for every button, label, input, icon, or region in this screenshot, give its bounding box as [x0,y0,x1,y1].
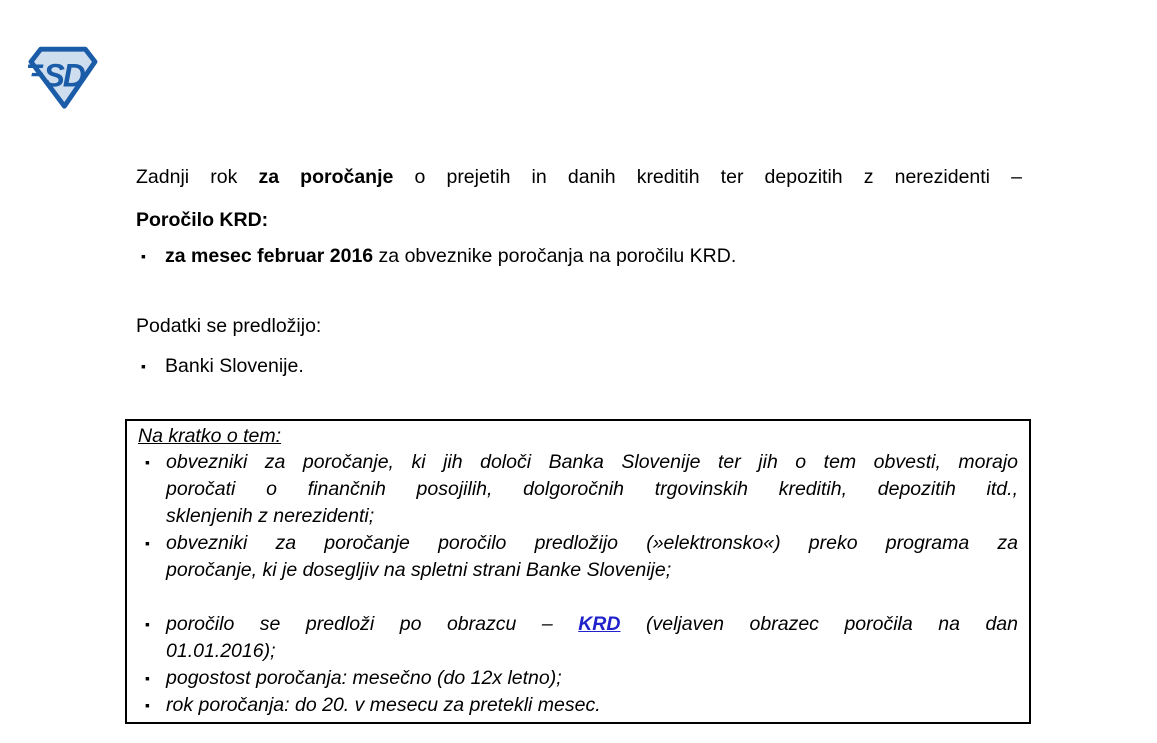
line: rok poročanja: do 20. v mesecu za pretekli mesec. [166,694,601,716]
line: obvezniki za poročanje, ki jih določi Banka Slovenije ter jih o tem obvesti, morajo [166,451,1018,473]
banki-bullet-item [136,353,1022,379]
line: obvezniki za poročanje poročilo predložijo (»elektronsko«) preko programa za [166,532,1018,554]
blank-line [136,584,1018,611]
sd-diamond-icon [28,45,98,109]
box-bullet-pogostost [136,665,1018,692]
line: sklenjenih z nerezidenti; [166,505,375,527]
square-bullet-icon: ▪ [145,535,150,551]
intro-seg2-bold: za poročanje [258,166,394,188]
line: poročanje, ki je dosegljiv na spletni strani Banke Slovenije; [166,559,672,581]
square-bullet-icon: ▪ [141,358,146,374]
square-bullet-icon: ▪ [145,616,150,632]
square-bullet-icon: ▪ [145,670,150,686]
square-bullet-icon: ▪ [145,454,150,470]
summary-box [125,419,1031,724]
square-bullet-icon: ▪ [145,697,150,713]
deadline-bullet-item [136,243,1022,269]
box-bullet-obvezniki-dolocitev [136,449,1018,530]
intro-seg1: Zadnji rok [136,166,259,188]
logo-letters: SD [43,57,84,94]
podatki-heading: Podatki se predložijo: [136,315,322,337]
box-bullet-text [166,530,1018,584]
intro-paragraph [136,156,1022,242]
summary-box-title: Na kratko o tem: [138,425,282,447]
box-bullet-text [166,692,1018,719]
intro-line-2: Poročilo KRD: [136,209,269,231]
intro-seg3: o prejetih in danih kreditih ter depozitih z nerezidenti – [393,166,1022,188]
line: pogostost poročanja: mesečno (do 12x letno); [166,667,562,689]
banki-bullet-text: Banki Slovenije. [165,355,304,377]
intro-line-1 [136,156,1022,199]
line: 01.01.2016); [166,640,276,662]
box-bullet-text [166,611,1018,665]
obrazec-pre-text: poročilo se predloži po obrazcu – [166,613,579,635]
box-bullet-text [166,665,1018,692]
box-bullet-elektronsko [136,530,1018,584]
obrazec-post-text: (veljaven obrazec poročila na dan [620,613,1019,635]
deadline-bold: za mesec februar 2016 [165,245,374,267]
box-bullet-rok [136,692,1018,719]
deadline-bullet-text [165,243,1022,269]
line: poročati o finančnih posojilih, dolgoročnih trgovinskih kreditih, depozitih itd., [166,478,1018,500]
krd-hyperlink[interactable]: KRD [578,613,621,635]
deadline-rest: za obveznike poročanja na poročilu KRD. [373,245,737,267]
sd-logo [28,45,98,109]
box-bullet-obrazec-krd [136,611,1018,665]
line-with-link [166,611,1018,638]
box-bullet-text [166,449,1018,530]
square-bullet-icon: ▪ [141,248,146,264]
